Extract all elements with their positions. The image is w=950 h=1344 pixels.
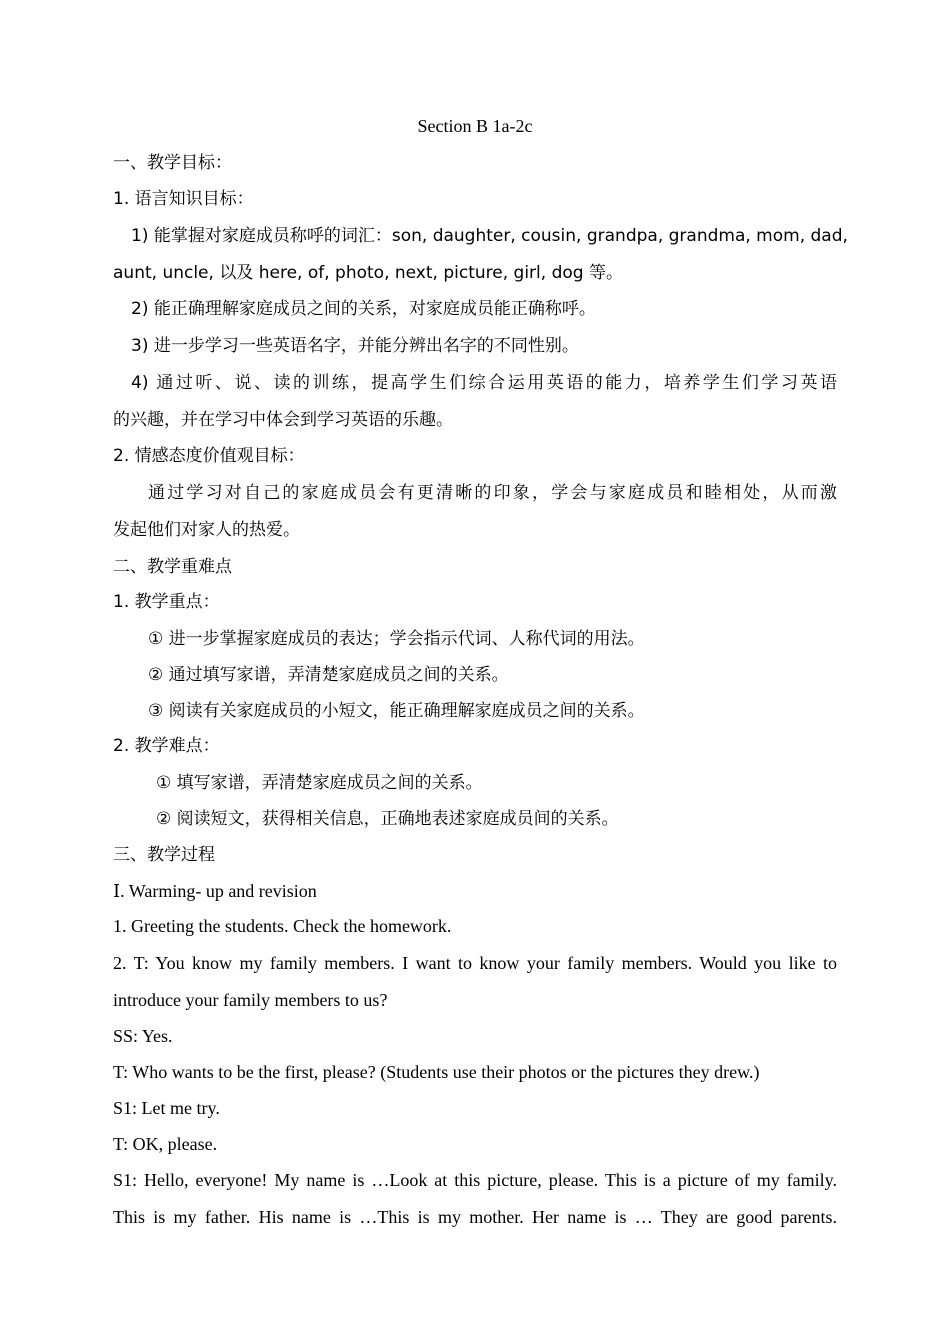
dialogue-teacher-question: T: Who wants to be the first, please? (Students use their photos or the pictures they drew.) (113, 1062, 760, 1082)
key-point-3: ③ 阅读有关家庭成员的小短文，能正确理解家庭成员之间的关系。 (148, 701, 645, 721)
dialogue-ss-yes: SS: Yes. (113, 1026, 173, 1046)
emotion-paragraph-line-2: 发起他们对家人的热爱。 (113, 520, 300, 540)
dialogue-s1-intro-line-2: This is my father. His name is …This is my mother. Her name is … They are good parents. (113, 1207, 837, 1227)
difficult-point-2: ② 阅读短文，获得相关信息，正确地表述家庭成员间的关系。 (156, 809, 619, 829)
key-point-2: ② 通过填写家谱，弄清楚家庭成员之间的关系。 (148, 665, 509, 685)
step-warming-up: Ⅰ. Warming- up and revision (113, 881, 317, 901)
dialogue-s1-intro-line-1: S1: Hello, everyone! My name is …Look at this picture, please. This is a picture of my family. (113, 1170, 837, 1190)
subheading-language-knowledge: 1. 语言知识目标： (113, 189, 254, 209)
section-heading-key-difficult: 二、教学重难点 (113, 557, 232, 577)
difficult-point-1: ① 填写家谱，弄清楚家庭成员之间的关系。 (156, 773, 483, 793)
document-title: Section B 1a-2c (417, 116, 533, 136)
dialogue-teacher-ok: T: OK, please. (113, 1134, 218, 1154)
process-paragraph-2-line-2: introduce your family members to us? (113, 990, 388, 1010)
objective-item-1-line-2: aunt, uncle, 以及 here, of, photo, next, picture, girl, dog 等。 (113, 263, 623, 283)
objective-item-3: 3) 进一步学习一些英语名字，并能分辨出名字的不同性别。 (131, 336, 579, 356)
subheading-difficult-points: 2. 教学难点： (113, 736, 220, 756)
process-paragraph-1: 1. Greeting the students. Check the homework. (113, 916, 452, 936)
objective-item-4-line-2: 的兴趣，并在学习中体会到学习英语的乐趣。 (113, 410, 453, 430)
dialogue-s1-try: S1: Let me try. (113, 1098, 220, 1118)
objective-item-4-line-1: 4) 通过听、说、读的训练，提高学生们综合运用英语的能力，培养学生们学习英语 (131, 373, 837, 393)
subheading-emotion-values: 2. 情感态度价值观目标： (113, 446, 305, 466)
emotion-paragraph-line-1: 通过学习对自己的家庭成员会有更清晰的印象，学会与家庭成员和睦相处，从而激 (148, 483, 837, 503)
objective-item-2: 2) 能正确理解家庭成员之间的关系，对家庭成员能正确称呼。 (131, 299, 596, 319)
subheading-key-points: 1. 教学重点： (113, 592, 220, 612)
process-paragraph-2-line-1: 2. T: You know my family members. I want to know your family members. Would you like to (113, 953, 837, 973)
key-point-1: ① 进一步掌握家庭成员的表达；学会指示代词、人称代词的用法。 (148, 629, 645, 649)
section-heading-process: 三、教学过程 (113, 845, 215, 865)
section-heading-objectives: 一、教学目标： (113, 153, 232, 173)
objective-item-1-line-1: 1) 能掌握对家庭成员称呼的词汇：son, daughter, cousin, grandpa, grandma, mom, dad, (131, 226, 848, 246)
